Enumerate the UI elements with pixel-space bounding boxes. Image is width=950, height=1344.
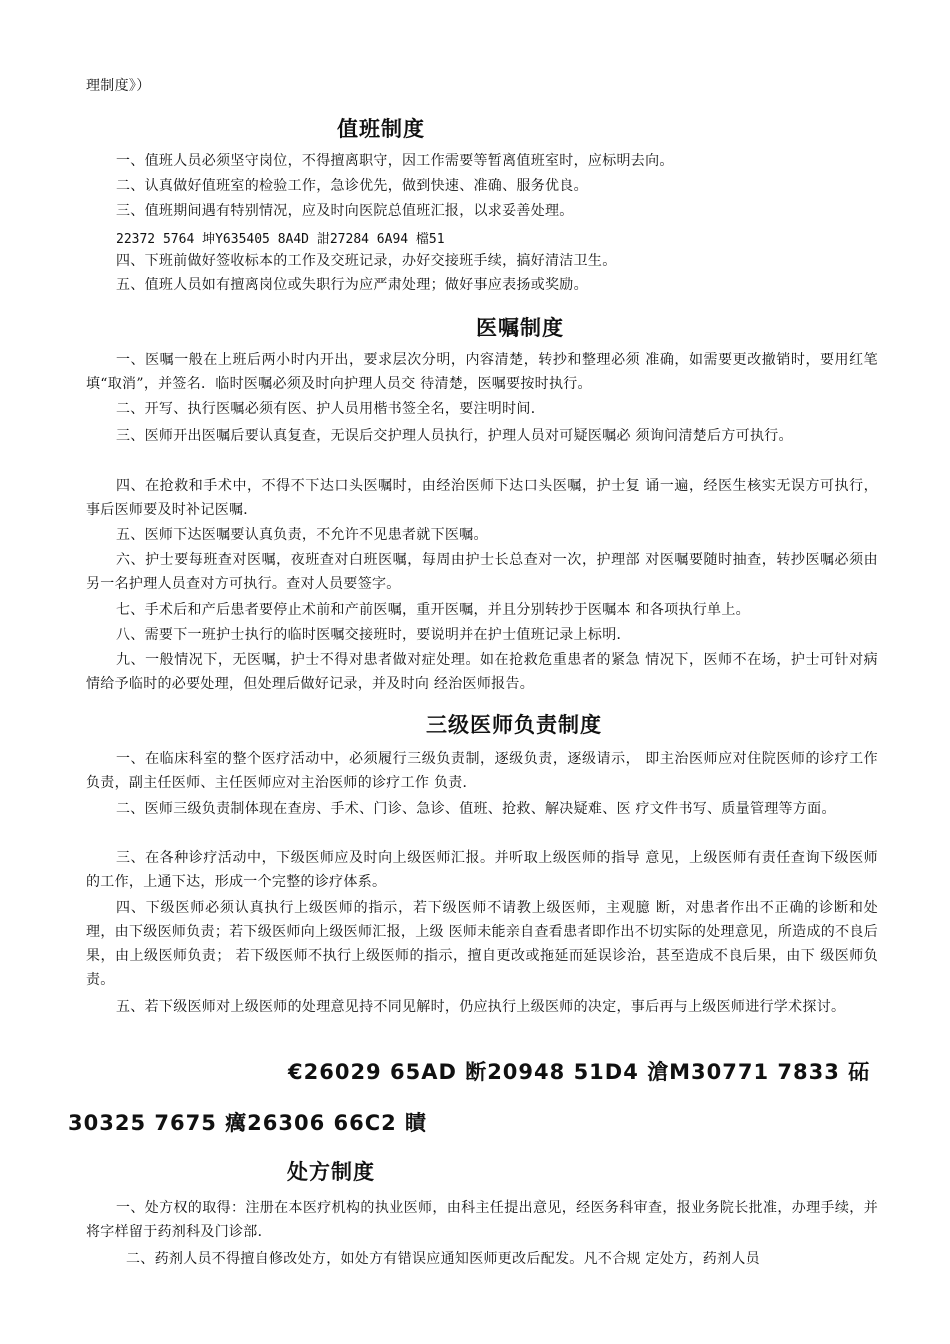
orders-item-9: 九、一般情况下，无医嘱，护士不得对患者做对症处理。如在抢救危重患者的紧急 情况下，医师不在场，护士可针对病情给予临时的必要处理，但处理后做好记录，并及时向 经治医师报告。 xyxy=(86,652,878,692)
orders-item-3: 三、医师开出医嘱后要认真复查，无误后交护理人员执行，护理人员对可疑医嘱必 须询问清楚后方可执行。 xyxy=(116,428,793,444)
three-level-item-1: 一、在临床科室的整个医疗活动中，必须履行三级负责制，逐级负责，逐级请示， 即主治医师应对住院医师的诊疗工作负责，副主任医师、主任医师应对主治医师的诊疗工作 负责． xyxy=(86,751,878,791)
orders-item-1: 一、医嘱一般在上班后两小时内开出，要求层次分明，内容清楚，转抄和整理必须 准确，如需要更改撤销时，要用红笔填“取消”，并签名．临时医嘱必须及时向护理人员交 待清楚，医嘱要按时执行。 xyxy=(86,352,878,392)
three-level-code-line-1: €26029 65AD 断20948 51D4 滄M30771 7833 砳 xyxy=(288,1060,871,1084)
top-fragment: 理制度》） xyxy=(86,78,151,94)
three-level-title: 三级医师负责制度 xyxy=(426,713,602,737)
duty-title: 值班制度 xyxy=(337,117,425,141)
prescription-item-2: 二、药剂人员不得擅自修改处方，如处方有错误应通知医师更改后配发。凡不合规 定处方，药剂人员 xyxy=(126,1251,760,1267)
three-level-item-2: 二、医师三级负责制体现在查房、手术、门诊、急诊、值班、抢救、解决疑难、医 疗文件书写、质量管理等方面。 xyxy=(116,801,836,817)
duty-item-4: 四、下班前做好签收标本的工作及交班记录，办好交接班手续，搞好清洁卫生。 xyxy=(116,253,617,269)
duty-item-1: 一、值班人员必须坚守岗位，不得擅离职守，因工作需要等暂离值班室时，应标明去向。 xyxy=(116,153,674,169)
duty-item-5: 五、值班人员如有擅离岗位或失职行为应严肃处理；做好事应表扬或奖励。 xyxy=(116,277,588,293)
orders-item-5: 五、医师下达医嘱要认真负责，不允许不见患者就下医嘱。 xyxy=(116,527,488,543)
three-level-item-3: 三、在各种诊疗活动中，下级医师应及时向上级医师汇报。并听取上级医师的指导 意见，上级医师有责任查询下级医师的工作，上通下达，形成一个完整的诊疗体系。 xyxy=(86,850,878,890)
orders-title: 医嘱制度 xyxy=(476,316,564,340)
orders-item-2: 二、开写、执行医嘱必须有医、护人员用楷书签全名，要注明时间． xyxy=(116,401,545,417)
orders-item-7: 七、手术后和产后患者要停止术前和产前医嘱，重开医嘱，并且分别转抄于医嘱本 和各项执行单上。 xyxy=(116,602,750,618)
orders-item-8: 八、需要下一班护士执行的临时医嘱交接班时，要说明并在护士值班记录上标明． xyxy=(116,627,631,643)
duty-item-2: 二、认真做好值班室的检验工作，急诊优先，做到快速、准确、服务优良。 xyxy=(116,178,588,194)
prescription-item-1: 一、处方权的取得：注册在本医疗机构的执业医师，由科主任提出意见，经医务科审查，报业务院长批准，办理手续，并将字样留于药剂科及门诊部． xyxy=(86,1200,878,1240)
three-level-item-5: 五、若下级医师对上级医师的处理意见持不同见解时，仍应执行上级医师的决定，事后再与上级医师进行学术探讨。 xyxy=(116,999,846,1015)
duty-code-line: 22372 5764 坤Y635405 8A4D 詌27284 6A94 檔51 xyxy=(116,232,445,247)
orders-item-6: 六、护士要每班查对医嘱，夜班查对白班医嘱，每周由护士长总查对一次，护理部 对医嘱要随时抽查，转抄医嘱必须由另一名护理人员查对方可执行。查对人员要签字。 xyxy=(86,552,878,592)
duty-item-3: 三、值班期间遇有特别情况，应及时向医院总值班汇报，以求妥善处理。 xyxy=(116,203,574,219)
three-level-code-line-2: 30325 7675 癘26306 66C2 瞔 xyxy=(68,1111,428,1135)
prescription-title: 处方制度 xyxy=(287,1160,375,1184)
orders-item-4: 四、在抢救和手术中，不得不下达口头医嘱时，由经治医师下达口头医嘱，护士复 诵一遍，经医生核实无误方可执行，事后医师要及时补记医嘱． xyxy=(86,478,878,518)
three-level-item-4: 四、下级医师必须认真执行上级医师的指示，若下级医师不请教上级医师，主观臆 断，对患者作出不正确的诊断和处理，由下级医师负责；若下级医师向上级医师汇报，上级 医师未能亲自查看患者即作出不切实际的处理意见，所造成的不良后果，由上级医师负责； 若下级医师不执行上级医师的指示，擅自更改或拖延而延误诊治，甚至造成不良后果，由下 级医师负责。 xyxy=(86,900,878,988)
